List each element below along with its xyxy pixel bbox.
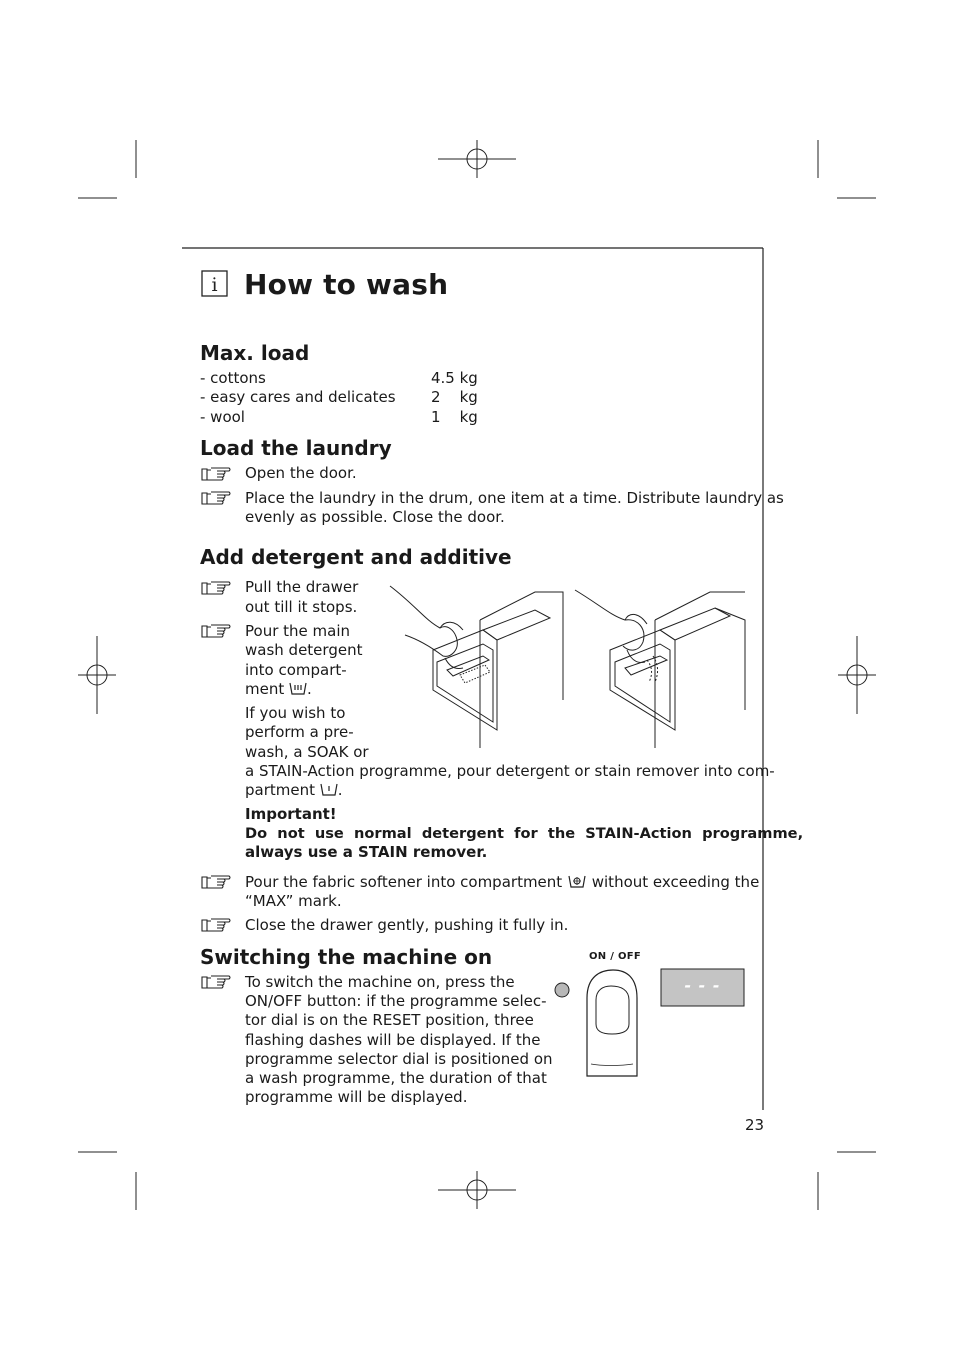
switch-line-5: programme selector dial is positioned on bbox=[245, 1050, 553, 1068]
load-item-cottons: - cottons bbox=[200, 369, 266, 387]
page-title: How to wash bbox=[244, 268, 449, 301]
load-amount-cottons: 4.5 kg bbox=[431, 369, 478, 387]
drawer-step-2c: into compart- bbox=[245, 661, 347, 679]
prewash-c: wash, a SOAK or bbox=[245, 743, 369, 761]
load-amount-wool: 1 kg bbox=[431, 408, 478, 426]
drawer-step-2d-line: ment . bbox=[245, 680, 312, 698]
display-dashes: - - - bbox=[684, 976, 721, 995]
drawer-step-2b: wash detergent bbox=[245, 641, 363, 659]
prewash-cont2-line: partment . bbox=[245, 781, 343, 799]
switch-line-4: flashing dashes will be displayed. If the bbox=[245, 1031, 541, 1049]
page-number: 23 bbox=[745, 1116, 765, 1134]
close-drawer-text: Close the drawer gently, pushing it fully in. bbox=[245, 916, 569, 934]
drawer-step-2d: ment bbox=[245, 680, 285, 698]
important-line-1: Do not use normal detergent for the STAIN-Action programme, bbox=[245, 825, 804, 842]
prewash-cont2: partment bbox=[245, 781, 315, 799]
switch-line-6: a wash programme, the duration of that bbox=[245, 1069, 547, 1087]
load-laundry-heading: Load the laundry bbox=[200, 436, 392, 460]
drawer-step-1b: out till it stops. bbox=[245, 598, 358, 616]
pointing-hand-icon bbox=[201, 917, 231, 933]
pointing-hand-icon bbox=[201, 874, 231, 890]
switch-line-1: To switch the machine on, press the bbox=[245, 973, 515, 991]
load-step-2: Place the laundry in the drum, one item at a time. Distribute laundry as bbox=[245, 489, 784, 507]
switch-line-2: ON/OFF button: if the programme selec- bbox=[245, 992, 547, 1010]
prewash-compartment-icon bbox=[320, 783, 338, 797]
switch-line-3: tor dial is on the RESET position, three bbox=[245, 1011, 534, 1029]
on-off-label: ON / OFF bbox=[589, 951, 642, 962]
pointing-hand-icon bbox=[201, 490, 231, 506]
load-step-2-cont: evenly as possible. Close the door. bbox=[245, 508, 505, 526]
pointing-hand-icon bbox=[201, 623, 231, 639]
softener-text-a: Pour the fabric softener into compartment bbox=[245, 873, 563, 891]
drawer-step-1a: Pull the drawer bbox=[245, 578, 359, 596]
important-line-2: always use a STAIN remover. bbox=[245, 843, 488, 861]
pointing-hand-icon bbox=[201, 974, 231, 990]
load-amount-easy-cares: 2 kg bbox=[431, 388, 478, 406]
detergent-drawer-illustration bbox=[385, 580, 750, 750]
softener-compartment-icon bbox=[567, 875, 587, 889]
load-step-1: Open the door. bbox=[245, 464, 357, 482]
softener-text-b: without exceeding the bbox=[591, 873, 760, 891]
info-box-icon bbox=[201, 270, 228, 297]
switching-heading: Switching the machine on bbox=[200, 945, 493, 969]
detergent-heading: Add detergent and additive bbox=[200, 545, 512, 569]
softener-line-2: “MAX” mark. bbox=[245, 892, 342, 910]
drawer-step-2a: Pour the main bbox=[245, 622, 350, 640]
prewash-cont: a STAIN-Action programme, pour detergent or stain remover into com- bbox=[245, 762, 775, 780]
pointing-hand-icon bbox=[201, 466, 231, 482]
load-item-easy-cares: - easy cares and delicates bbox=[200, 388, 396, 406]
load-item-wool: - wool bbox=[200, 408, 245, 426]
softener-line-1 bbox=[245, 873, 759, 893]
prewash-a: If you wish to bbox=[245, 704, 346, 722]
prewash-b: perform a pre- bbox=[245, 723, 354, 741]
pointing-hand-icon bbox=[201, 580, 231, 596]
svg-text:i: i bbox=[211, 274, 218, 296]
main-wash-compartment-icon bbox=[289, 682, 307, 696]
switch-line-7: programme will be displayed. bbox=[245, 1088, 468, 1106]
important-title: Important! bbox=[245, 805, 337, 823]
max-load-heading: Max. load bbox=[200, 341, 310, 365]
